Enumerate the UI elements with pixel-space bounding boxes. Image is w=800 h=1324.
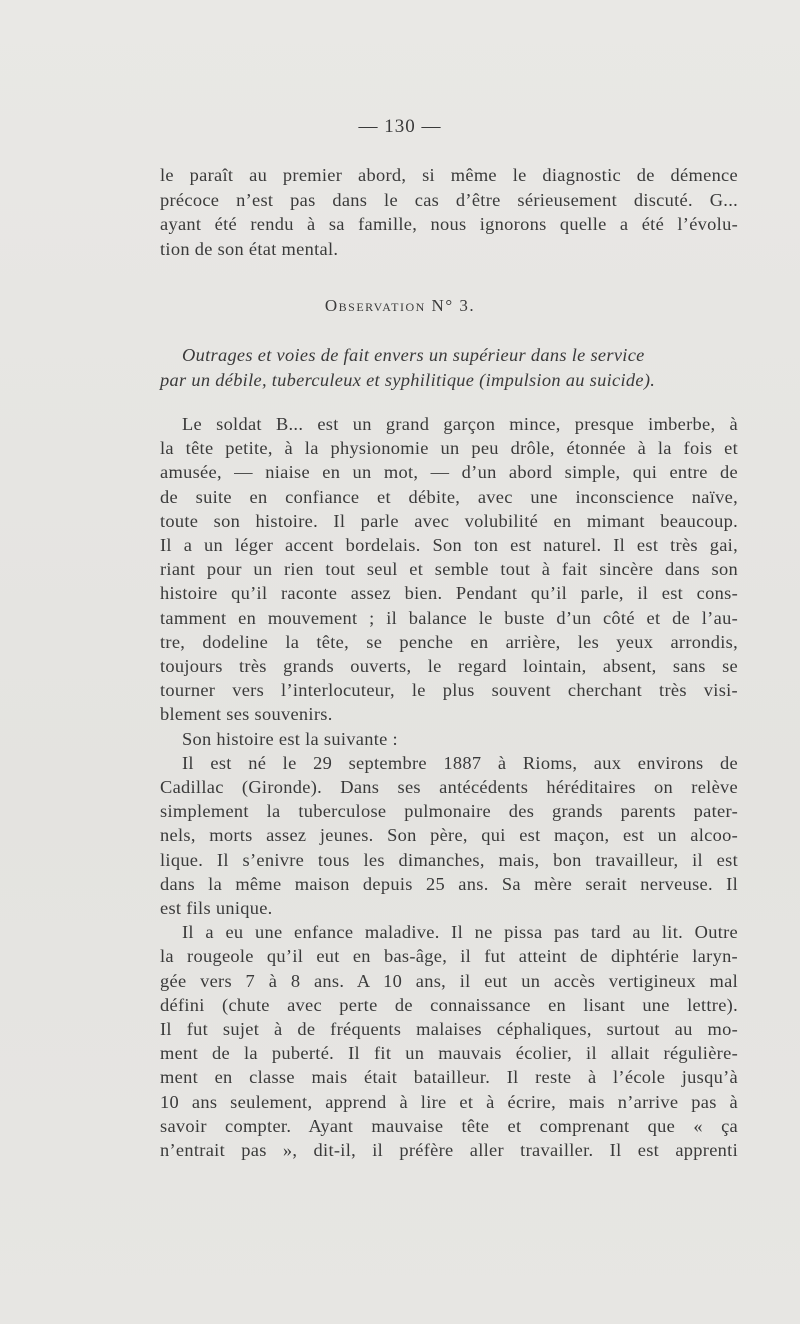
observation-body [160,412,738,1162]
text-line: tion de son état mental. [160,238,339,259]
text-line: 10 ans seulement, apprend à lire et à écrire, mais n’arrive pas à [160,1091,738,1112]
text-line: Cadillac (Gironde). Dans ses antécédents héréditaires on relève [160,777,738,798]
paragraph [160,751,738,920]
text-line: savoir compter. Ayant mauvaise tête et comprenant que « ça [160,1115,738,1136]
subtitle-line: Outrages et voies de fait envers un supérieur dans le service [182,345,645,365]
text-line: gée vers 7 à 8 ans. A 10 ans, il eut un accès vertigineux mal [160,970,738,991]
text-line: amusée, — niaise en un mot, — d’un abord simple, qui entre de [160,462,738,483]
text-line: Il a un léger accent bordelais. Son ton est naturel. Il est très gai, [160,535,738,556]
text-line: toujours très grands ouverts, le regard lointain, absent, sans se [160,656,738,677]
paragraph [160,920,738,1162]
text-line: défini (chute avec perte de connaissance en lisant une lettre). [160,994,738,1015]
text-line: est fils unique. [160,898,273,919]
text-line: lique. Il s’enivre tous les dimanches, mais, bon travailleur, il est [160,849,738,870]
intro-paragraph [160,163,738,261]
text-line: de suite en confiance et débite, avec une inconscience naïve, [160,486,738,507]
observation-title: Observation N° 3. [324,296,476,315]
text-line: riant pour un rien tout seul et semble tout à fait sincère dans son [160,559,738,580]
text-line: Il est né le 29 septembre 1887 à Rioms, aux environs de [182,752,738,773]
text-line: toute son histoire. Il parle avec volubilité en mimant beaucoup. [160,510,738,531]
text-line: n’entrait pas », dit-il, il préfère aller travailler. Il est apprenti [160,1140,738,1161]
text-line: le paraît au premier abord, si même le diagnostic de démence [160,165,738,185]
text-line: tourner vers l’interlocuteur, le plus souvent cherchant très visi- [160,680,738,701]
subtitle-line: par un débile, tuberculeux et syphilitique (impulsion au suicide). [160,369,656,390]
text-line: simplement la tuberculose pulmonaire des grands parents pater- [160,801,738,822]
text-line: ayant été rendu à sa famille, nous ignorons quelle a été l’évolu- [160,214,738,235]
text-line: la tête petite, à la physionomie un peu drôle, étonnée à la fois et [160,438,738,459]
text-line: nels, morts assez jeunes. Son père, qui est maçon, est un alcoo- [160,825,738,846]
text-line: histoire qu’il raconte assez bien. Pendant qu’il parle, il est cons- [160,583,738,604]
text-line: tamment en mouvement ; il balance le buste d’un côté et de l’au- [160,607,738,628]
text-line: tre, dodeline la tête, se penche en arrière, les yeux arrondis, [160,631,738,652]
text-line: Il a eu une enfance maladive. Il ne pissa pas tard au lit. Outre [182,922,738,943]
paragraph [160,412,738,727]
text-line: la rougeole qu’il eut en bas-âge, il fut atteint de diphtérie laryn- [160,946,738,967]
text-line: Il fut sujet à de fréquents malaises céphaliques, surtout au mo- [160,1019,738,1040]
observation-subtitle [160,343,738,392]
paragraph [160,727,738,751]
page-number: — 130 — [358,116,442,137]
text-line: dans la même maison depuis 25 ans. Sa mère serait nerveuse. Il [160,873,738,894]
text-line: ment de la puberté. Il fit un mauvais écolier, il allait régulière- [160,1043,738,1064]
text-line: blement ses souvenirs. [160,704,333,725]
text-line: précoce n’est pas dans le cas d’être sérieusement discuté. G... [160,189,738,210]
text-line: Le soldat B... est un grand garçon mince, presque imberbe, à [182,414,738,434]
text-line: ment en classe mais était batailleur. Il reste à l’école jusqu’à [160,1067,738,1088]
text-line: Son histoire est la suivante : [182,728,398,749]
